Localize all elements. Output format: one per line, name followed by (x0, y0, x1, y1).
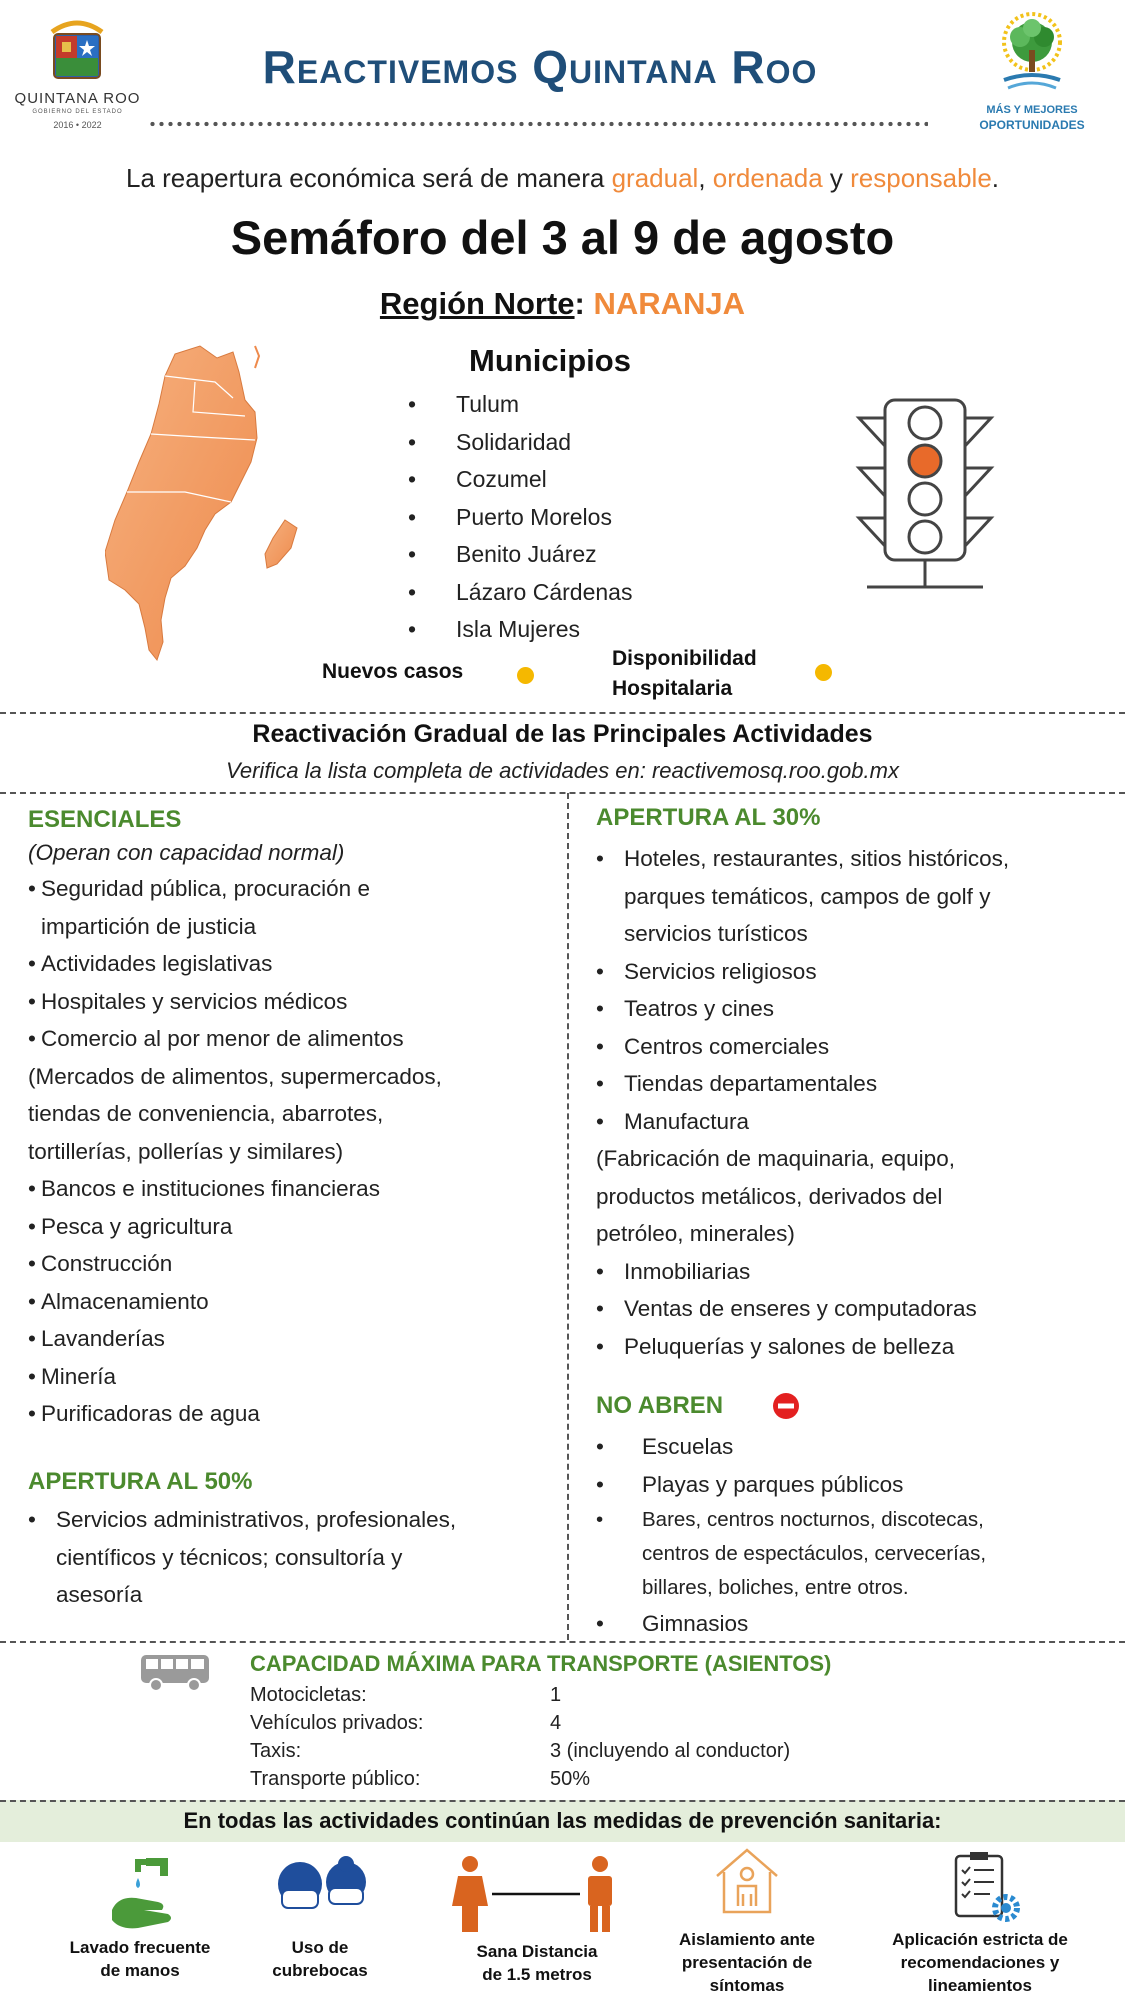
list-item: • Escuelas (596, 1428, 1116, 1466)
apertura-50-list (28, 1501, 553, 1614)
semaforo-heading: Semáforo del 3 al 9 de agosto (230, 211, 895, 264)
list-item: • Tulum (408, 386, 708, 424)
list-item-continuation: impartición de justicia (41, 913, 257, 939)
house-isolation-icon (712, 1846, 782, 1916)
no-abren-list (596, 1428, 1116, 1643)
transport-label-privados: Vehículos privados: (250, 1712, 424, 1734)
list-item-note: productos metálicos, derivados del (596, 1183, 943, 1209)
tree-logo-icon (992, 12, 1072, 102)
title-dotted-rule (148, 121, 928, 127)
list-item: • Hospitales y servicios médicos (28, 983, 553, 1021)
gov-logo-name: QUINTANA ROO (14, 90, 141, 107)
transport-label-taxis: Taxis: (250, 1740, 302, 1762)
intro-word-gradual: gradual (611, 163, 699, 193)
list-item: • Centros comerciales (596, 1028, 1116, 1066)
prevention-label-5 (860, 1928, 1100, 1997)
list-item: • Servicios administrativos, profesionales, (28, 1501, 553, 1539)
intro-suffix: . (991, 163, 1000, 193)
intro-sentence (0, 163, 1125, 194)
apertura-50-title: APERTURA AL 50% (28, 1468, 253, 1495)
checklist-gear-icon (950, 1850, 1022, 1926)
label-line: síntomas (709, 1976, 785, 1995)
opportunities-logo (962, 12, 1102, 132)
list-item: • Pesca y agricultura (28, 1208, 553, 1246)
slogan-line-1: MÁS Y MEJORES (986, 104, 1078, 116)
prevention-label-2 (214, 1936, 426, 1982)
list-item: • Cozumel (408, 461, 708, 499)
column-divider (567, 793, 569, 1640)
label-line: Uso de (291, 1938, 349, 1957)
intro-word-responsable: responsable (850, 163, 992, 193)
list-item: • Comercio al por menor de alimentos (28, 1020, 553, 1058)
esenciales-list (28, 870, 553, 1433)
list-item: • Hoteles, restaurantes, sitios históricos, (596, 840, 1116, 878)
intro-sep-2: y (822, 163, 851, 193)
reactivation-subtitle: Verifica la lista completa de actividades en: reactivemosq.roo.gob.mx (226, 758, 899, 783)
label-line: de manos (100, 1961, 180, 1980)
list-item: • Inmobiliarias (596, 1253, 1116, 1291)
transport-label-publico: Transporte público: (250, 1768, 421, 1790)
municipios-list (408, 386, 708, 649)
transport-value-taxis: 3 (incluyendo al conductor) (550, 1740, 791, 1762)
page-title: Reactivemos Quintana Roo (262, 41, 818, 93)
label-line: Aplicación estricta de (892, 1930, 1068, 1949)
label-line: Aislamiento ante (678, 1930, 816, 1949)
list-item: • Tiendas departamentales (596, 1065, 1116, 1103)
list-item-continuation: asesoría (56, 1582, 143, 1607)
prevention-label-3 (434, 1940, 640, 1986)
list-item: • Bares, centros nocturnos, discotecas, (596, 1503, 1116, 1537)
label-line: Sana Distancia (476, 1942, 598, 1961)
list-item: • Lavanderías (28, 1320, 553, 1358)
face-mask-icon (276, 1856, 368, 1918)
intro-prefix: La reapertura económica será de manera (125, 163, 612, 193)
gov-logo-subtitle: GOBIERNO DEL ESTADO (32, 109, 123, 115)
list-item: • Lázaro Cárdenas (408, 574, 708, 612)
list-item: • Peluquerías y salones de belleza (596, 1328, 1116, 1366)
list-item-continuation: parques temáticos, campos de golf y (624, 883, 991, 909)
list-item: • Isla Mujeres (408, 611, 708, 649)
disponibilidad-label (612, 644, 757, 704)
list-item-note: (Mercados de alimentos, supermercados, (28, 1063, 442, 1089)
hand-washing-icon (108, 1854, 180, 1934)
list-item: • Puerto Morelos (408, 499, 708, 537)
intro-word-ordenada: ordenada (712, 163, 823, 193)
section-divider (0, 1641, 1125, 1643)
region-label: Región Norte (379, 286, 575, 321)
list-item-note: (Fabricación de maquinaria, equipo, (596, 1146, 955, 1171)
list-item: • Purificadoras de agua (28, 1395, 553, 1433)
list-item-continuation: billares, boliches, entre otros. (642, 1576, 909, 1599)
region-heading (0, 286, 1125, 322)
label-line: de 1.5 metros (482, 1965, 592, 1984)
list-item: • Manufactura (596, 1103, 1116, 1141)
list-item: • Teatros y cines (596, 990, 1116, 1028)
transport-value-privados: 4 (550, 1712, 562, 1734)
disponibilidad-indicator (815, 664, 832, 681)
transport-value-publico: 50% (550, 1768, 591, 1790)
disponibilidad-line-1: Disponibilidad (612, 647, 757, 670)
list-item: • Actividades legislativas (28, 945, 553, 983)
prevention-label-4 (650, 1928, 844, 1997)
label-line: lineamientos (928, 1976, 1032, 1995)
list-item: • Ventas de enseres y computadoras (596, 1290, 1116, 1328)
region-map-icon (105, 342, 315, 667)
nuevos-casos-indicator (517, 667, 534, 684)
reactivation-title: Reactivación Gradual de las Principales Actividades (252, 720, 873, 748)
list-item-note: tiendas de conveniencia, abarrotes, (28, 1101, 384, 1126)
section-divider (0, 792, 1125, 794)
region-status: NARANJA (593, 286, 746, 321)
list-item: • Playas y parques públicos (596, 1466, 1116, 1504)
disponibilidad-line-2: Hospitalaria (612, 677, 733, 700)
apertura-30-list (596, 840, 1116, 1365)
transport-value-moto: 1 (550, 1684, 562, 1706)
list-item: • Gimnasios (596, 1605, 1116, 1643)
list-item-continuation: centros de espectáculos, cervecerías, (642, 1542, 987, 1565)
intro-sep-1: , (698, 163, 713, 193)
government-logo (10, 14, 145, 132)
social-distance-icon (448, 1854, 624, 1934)
list-item: • Construcción (28, 1245, 553, 1283)
esenciales-note: (Operan con capacidad normal) (28, 840, 345, 865)
gov-logo-years: 2016 • 2022 (53, 120, 102, 130)
transport-title: CAPACIDAD MÁXIMA PARA TRANSPORTE (ASIENTOS) (250, 1651, 832, 1676)
no-entry-icon (772, 1392, 800, 1420)
list-item: • Seguridad pública, procuración e (28, 870, 553, 908)
label-line: presentación de (681, 1953, 813, 1972)
region-colon: : (574, 286, 594, 321)
no-abren-title: NO ABREN (596, 1392, 724, 1419)
section-divider (0, 712, 1125, 714)
label-line: cubrebocas (272, 1961, 368, 1980)
municipios-title: Municipios (469, 343, 631, 378)
list-item: • Bancos e instituciones financieras (28, 1170, 553, 1208)
list-item-continuation: científicos y técnicos; consultoría y (56, 1544, 403, 1570)
label-line: recomendaciones y (900, 1953, 1060, 1972)
state-shield-icon (44, 20, 110, 82)
label-line: Lavado frecuente (69, 1938, 211, 1957)
apertura-30-title: APERTURA AL 30% (596, 804, 821, 831)
list-item: • Minería (28, 1358, 553, 1396)
transport-label-moto: Motocicletas: (250, 1684, 367, 1706)
list-item: • Almacenamiento (28, 1283, 553, 1321)
list-item-continuation: servicios turísticos (624, 921, 808, 946)
list-item-note: petróleo, minerales) (596, 1221, 795, 1246)
prevention-title: En todas las actividades continúan las medidas de prevención sanitaria: (183, 1808, 942, 1833)
nuevos-casos-label: Nuevos casos (322, 660, 464, 683)
list-item: • Solidaridad (408, 424, 708, 462)
esenciales-title: ESENCIALES (28, 806, 182, 833)
traffic-light-icon (855, 398, 995, 590)
slogan-line-2: OPORTUNIDADES (979, 118, 1085, 132)
list-item: • Servicios religiosos (596, 953, 1116, 991)
list-item: • Benito Juárez (408, 536, 708, 574)
list-item-note: tortillerías, pollerías y similares) (28, 1138, 344, 1164)
bus-icon (140, 1653, 210, 1693)
